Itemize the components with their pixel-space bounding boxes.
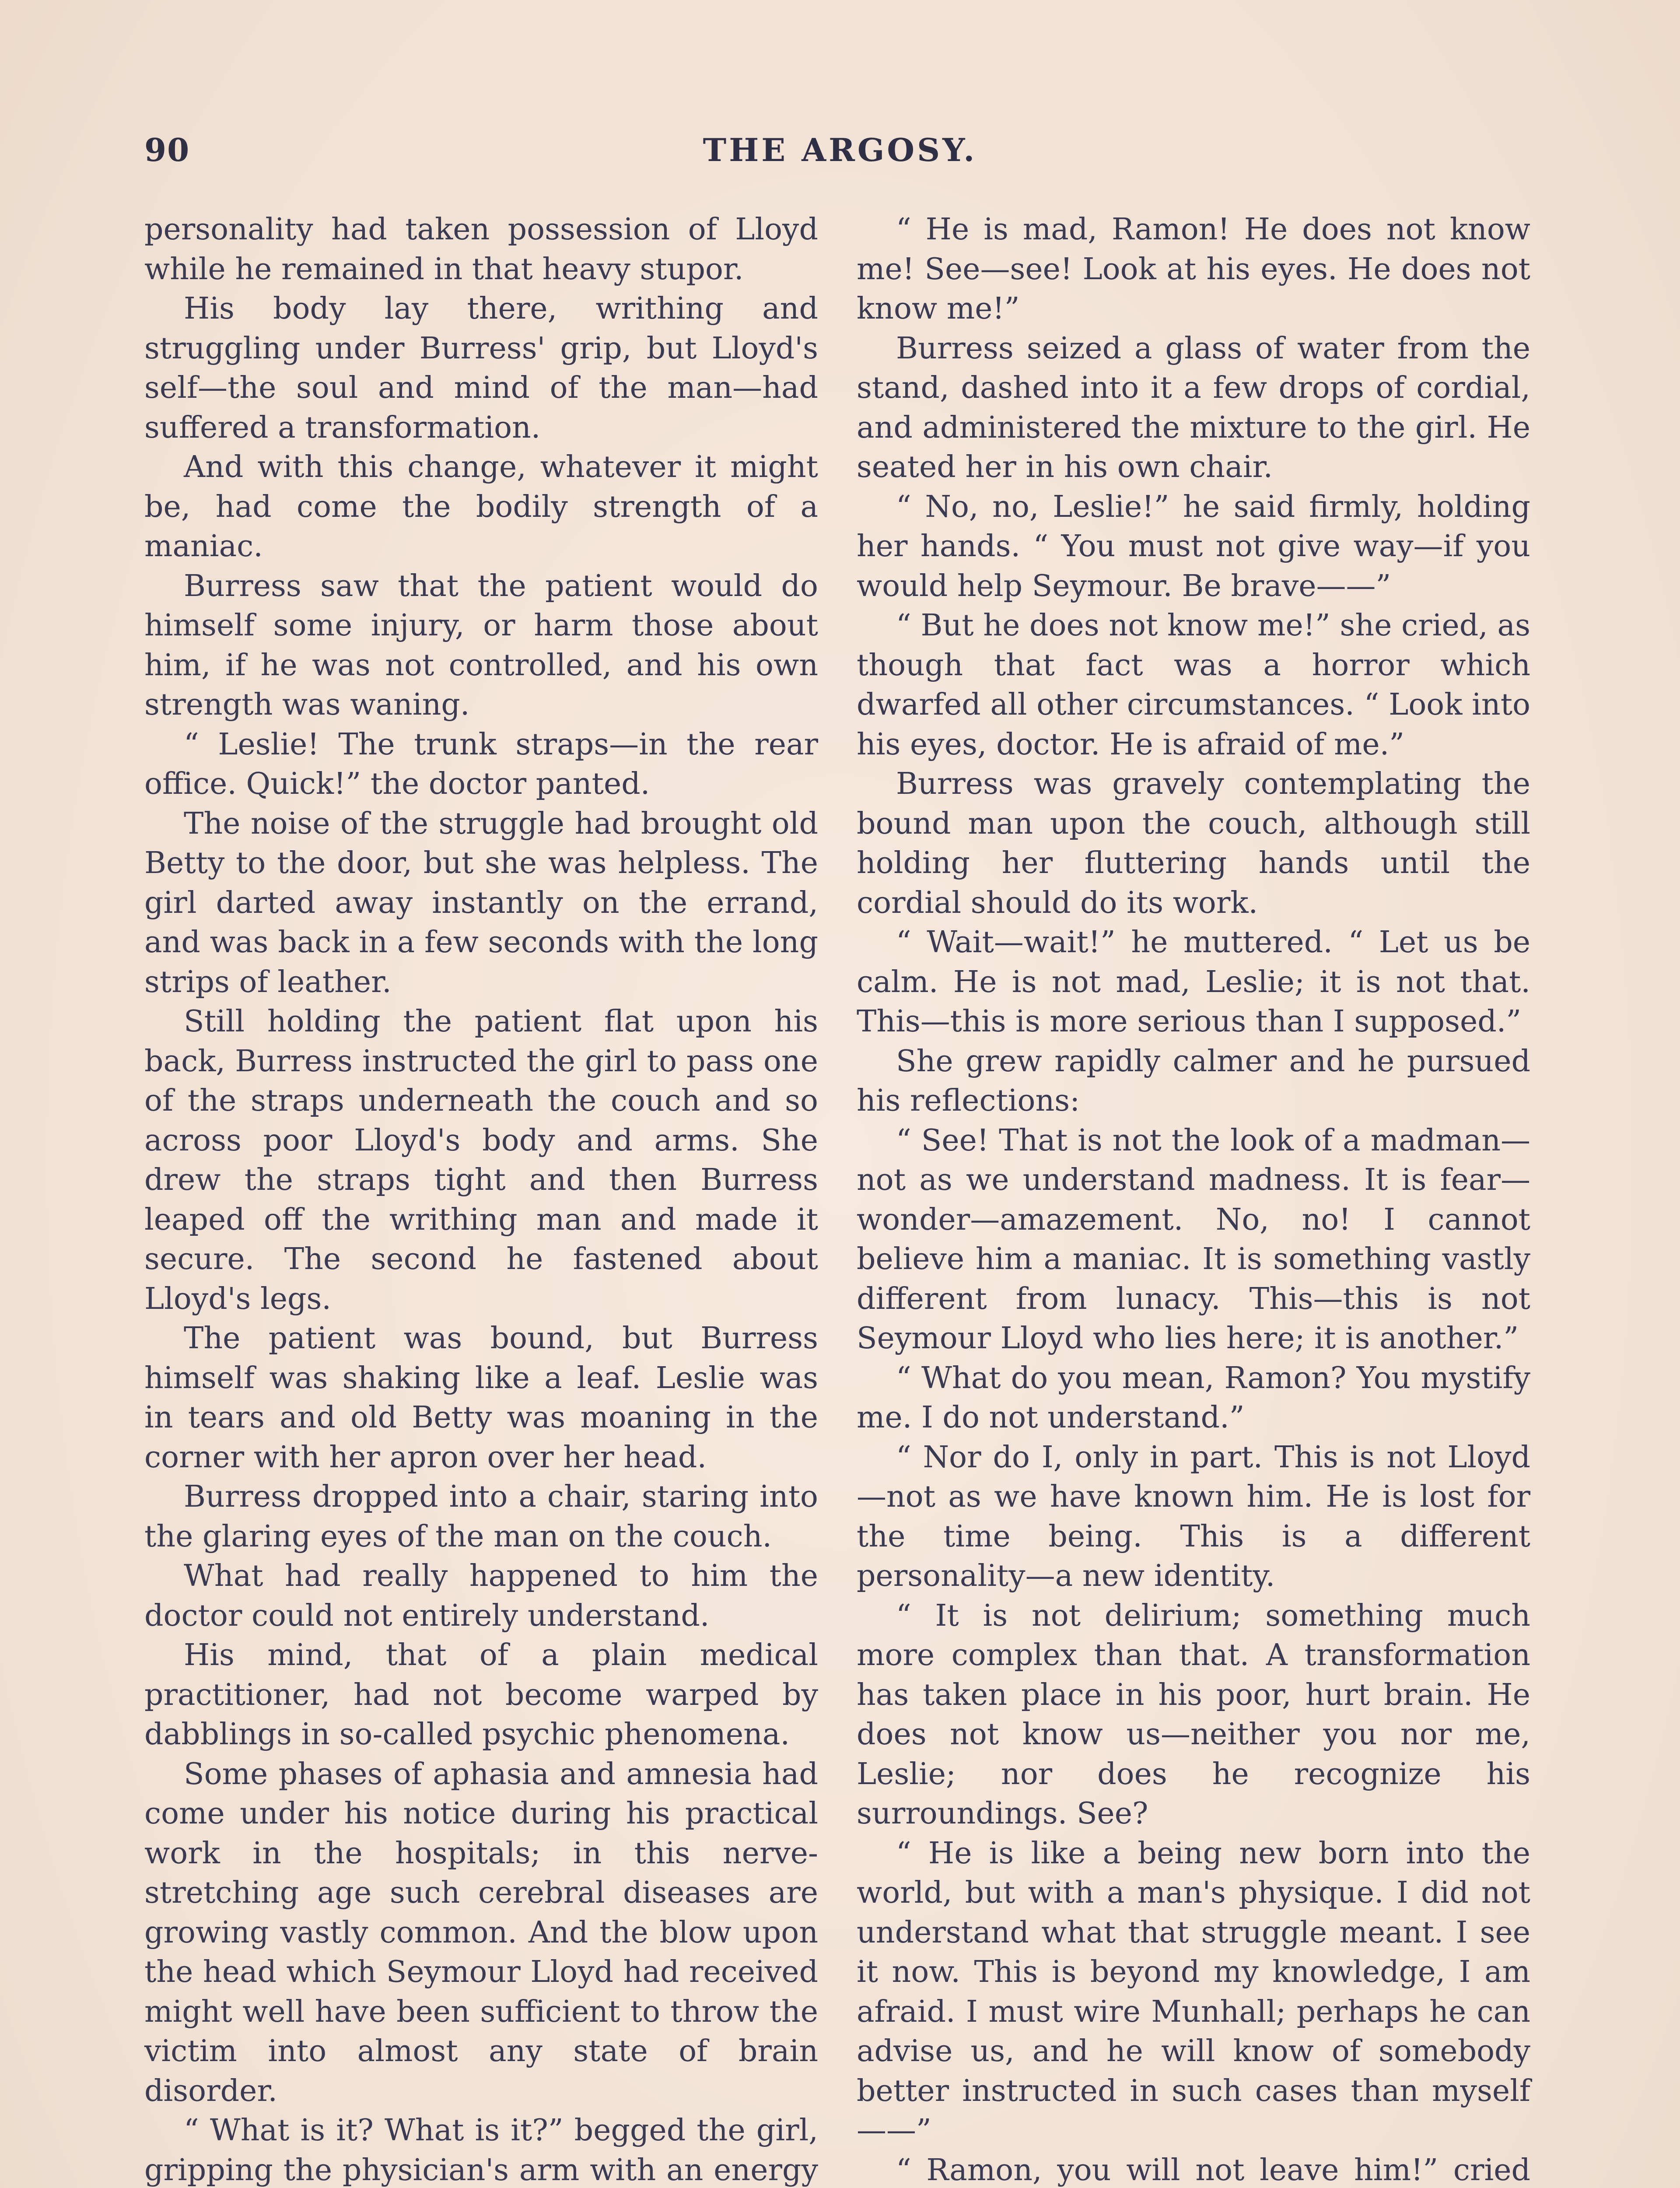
page-header <box>144 131 1536 184</box>
paragraph: Burress seized a glass of water from the stand, dashed into it a few drops of cordial, and administered the mixture to the girl. He seated her in his own chair. <box>857 331 1530 484</box>
paragraph: Some phases of aphasia and amnesia had come under his notice during his practical work in the hospitals; in this nerve-stretching age such cerebral diseases are growing vastly common. And the blow upon the head which Seymour Lloyd had received might well have been sufficient to throw the victim into almost any state of brain disorder. <box>144 1757 818 2108</box>
paragraph: His body lay there, writhing and struggling under Burress' grip, but Lloyd's self—the soul and mind of the man—had suffered a transformation. <box>144 291 818 445</box>
running-head: THE ARGOSY. <box>703 131 977 168</box>
paragraph: Burress was gravely contemplating the bound man upon the couch, although still holding her fluttering hands until the cordial should do its work. <box>857 767 1530 920</box>
paragraph: “ Nor do I, only in part. This is not Lloyd—not as we have known him. He is lost for the time being. This is a different personality—a new identity. <box>857 1440 1530 1593</box>
paragraph: Burress dropped into a chair, staring into the glaring eyes of the man on the couch. <box>144 1480 818 1554</box>
right-column <box>857 210 1530 2188</box>
paragraph: The patient was bound, but Burress himself was shaking like a leaf. Leslie was in tears and old Betty was moaning in the corner with her apron over her head. <box>144 1321 818 1475</box>
paragraph: “ He is like a being new born into the world, but with a man's physique. I did not understand what that struggle meant. I see it now. This is beyond my knowledge, I am afraid. I must wire Munhall; perhaps he can advise us, and he will know of somebody better instructed in such cases than myself——” <box>857 1836 1530 2148</box>
paragraph: “ Wait—wait!” he muttered. “ Let us be calm. He is not mad, Leslie; it is not that. This—this is more serious than I supposed.” <box>857 925 1530 1039</box>
paragraph: “ Leslie! The trunk straps—in the rear office. Quick!” the doctor panted. <box>144 727 818 801</box>
paragraph: “ What is it? What is it?” begged the girl, gripping the physician's arm with an energy <box>144 2113 818 2188</box>
paragraph: Burress saw that the patient would do himself some injury, or harm those about him, if he was not controlled, and his own strength was waning. <box>144 568 818 722</box>
paragraph: The noise of the struggle had brought old Betty to the door, but she was helpless. The girl darted away instantly on the errand, and was back in a few seconds with the long strips of leather. <box>144 806 818 999</box>
paragraph: She grew rapidly calmer and he pursued his reflections: <box>857 1044 1530 1118</box>
left-column <box>144 210 818 2188</box>
paragraph: “ What do you mean, Ramon? You mystify me. I do not understand.” <box>857 1360 1530 1435</box>
paragraph: “ No, no, Leslie!” he said firmly, holding her hands. “ You must not give way—if you would help Seymour. Be brave——” <box>857 489 1530 603</box>
paragraph: Still holding the patient flat upon his back, Burress instructed the girl to pass one of the straps underneath the couch and so across poor Lloyd's body and arms. She drew the straps tight and then Burress leaped off the writhing man and made it secure. The second he fastened about Lloyd's legs. <box>144 1004 818 1316</box>
paragraph: His mind, that of a plain medical practitioner, had not become warped by dabblings in so-called psychic phenomena. <box>144 1638 818 1752</box>
paragraph: “ He is mad, Ramon! He does not know me! See—see! Look at his eyes. He does not know me!” <box>857 212 1530 326</box>
paragraph: “ But he does not know me!” she cried, as though that fact was a horror which dwarfed all other circumstances. “ Look into his eyes, doctor. He is afraid of me.” <box>857 608 1530 762</box>
paragraph: And with this change, whatever it might be, had come the bodily strength of a maniac. <box>144 450 818 564</box>
paragraph: “ See! That is not the look of a madman—not as we understand madness. It is fear—wonder—amazement. No, no! I cannot believe him a maniac. It is something vastly different from lunacy. This—this is not Seymour Lloyd who lies here; it is another.” <box>857 1123 1530 1356</box>
paragraph: personality had taken possession of Lloyd while he remained in that heavy stupor. <box>144 212 818 287</box>
page-number: 90 <box>144 131 190 168</box>
paragraph: “ Ramon, you will not leave him!” cried <box>896 2153 1530 2188</box>
paragraph: What had really happened to him the doctor could not entirely understand. <box>144 1559 818 1633</box>
paragraph: “ It is not delirium; something much more complex than that. A transformation has taken place in his poor, hurt brain. He does not know us—neither you nor me, Leslie; nor does he recognize his surroundings. See? <box>857 1598 1530 1831</box>
